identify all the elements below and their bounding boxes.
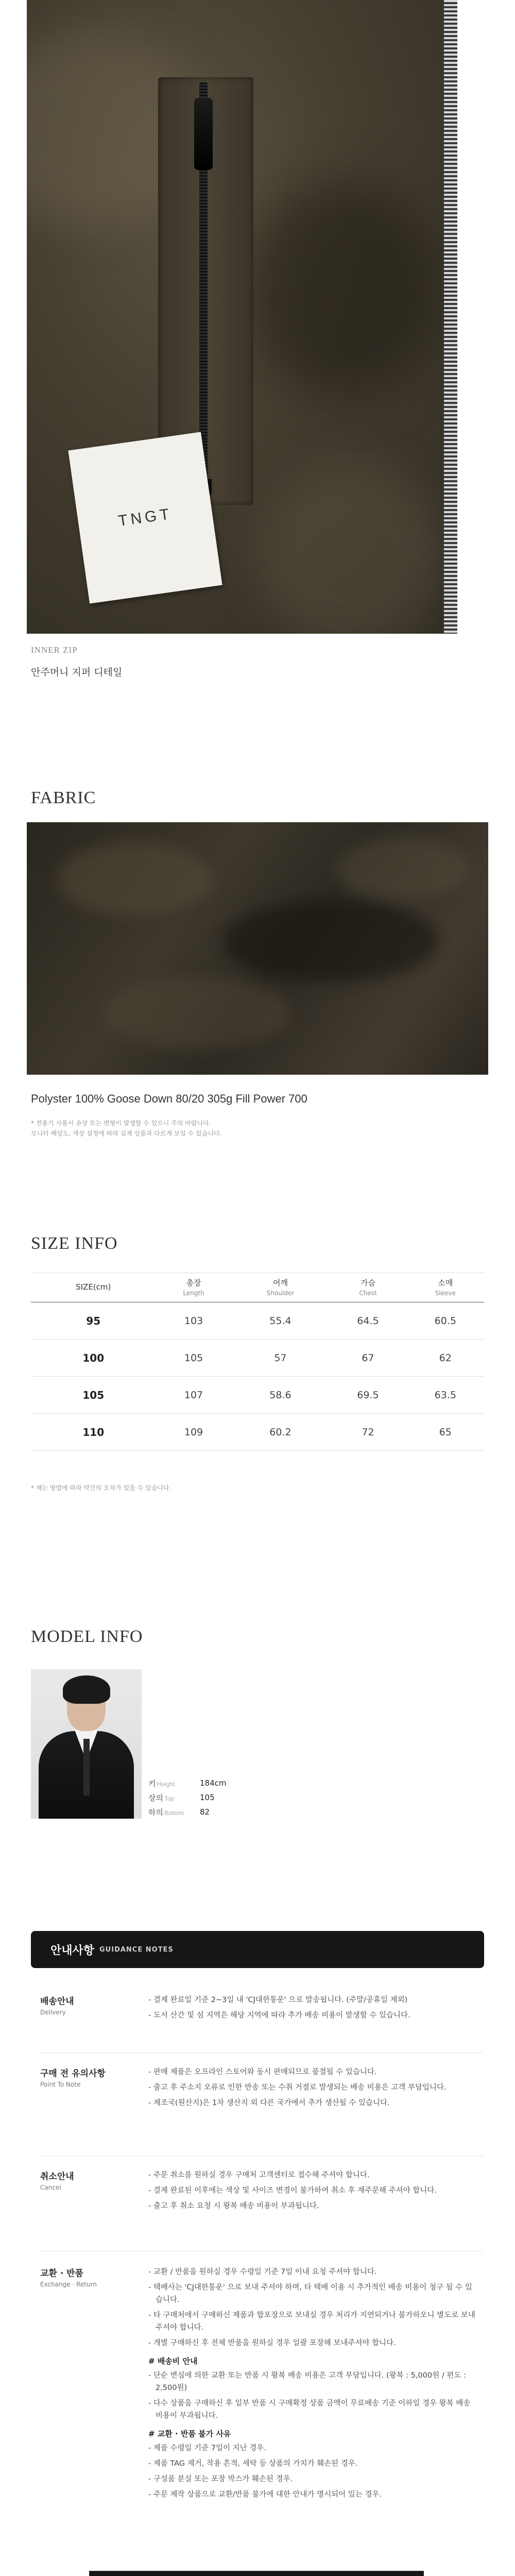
model-stat-top: 상의 Top 105 <box>148 1793 215 1803</box>
point-to-note-label: 구매 전 유의사항 <box>40 2069 106 2079</box>
list-item: - 택배사는 'CJ대한통운' 으로 보내 주셔야 하며, 타 택배 이용 시 추가적인 배송 비용이 청구 될 수 있습니다. <box>148 2283 472 2304</box>
brand-label-text: TNGT <box>117 505 174 530</box>
exchange-address-box <box>89 2571 424 2576</box>
list-item: - 출고 후 주소지 오류로 인한 반송 또는 수취 거절로 발생되는 배송 비용은 고객 부담입니다. <box>148 2083 447 2092</box>
list-item: - 도서 산간 및 섬 지역은 해당 지역에 따라 추가 배송 비용이 발생할 수 있습니다. <box>148 2011 410 2020</box>
model-tie <box>83 1739 90 1795</box>
list-item: - 단순 변심에 의한 교환 또는 반품 시 왕복 배송 비용은 고객 부담입니다. (왕복 : 5,000원 / 편도 : 2,500원) <box>148 2371 466 2392</box>
col-sleeve: 소매 Sleeve <box>407 1273 484 1302</box>
list-item: - 결제 완료일 기준 2~3일 내 'CJ대한통운' 으로 발송됩니다. (주말/공휴일 제외) <box>148 1996 408 2004</box>
list-item: - 제조국(원산지)은 1차 생산지 외 다른 국가에서 추가 생산될 수 있습니다. <box>148 2099 390 2107</box>
list-item: - 주문 제작 상품으로 교환/반품 불가에 대한 안내가 명시되어 있는 경우. <box>148 2490 382 2499</box>
fabric-photo <box>27 822 488 1075</box>
list-item: - 제품 TAG 제거, 착용 흔적, 세탁 등 상품의 가치가 훼손된 경우. <box>148 2460 358 2468</box>
list-item: - 개별 구매하신 후 전체 반품을 원하실 경우 일괄 포장해 보내주셔야 합니다. <box>148 2339 396 2347</box>
inner-zip-caption-ko: 안주머니 지퍼 디테일 <box>31 667 123 678</box>
table-row: 100 105 57 67 62 <box>31 1340 484 1377</box>
exchange-return-section: 교환 · 반품 Exchange · Return - 교환 / 반품을 원하실 경우 수령일 기준 7일 이내 요청 주셔야 합니다. - 택배사는 'CJ대한통운' 으로 보내 주셔야 하며, 타 택배 이용 시 추가적인 배송 비용이 청구 될 수 있습니다. - 타 구매처에서 구매하신 제품과 합포장으로 보내실 경우 처리가 지연되거나 불가하오니 별도로 보내주셔야 합니다. - 개별 구매하신 후 전체 반품을 원하실 경우 일괄 포장해 보내주셔야 합니다. # 배송비 안내 - 단순 변심에 의한 교환 또는 반품 시 왕복 배송 비용은 고객 부담입니다. (왕복 : 5,000원 / 편도 : 2,500원) - 다수 상품을 구매하신 후 일부 반품 시 구매확정 상품 금액이 무료배송 기준 이하일 경우 왕복 배송 비용이 부과됩니다. # 교환 · 반품 불가 사유 - 제품 수령일 기준 7일이 지난 경우. - 제품 TAG 제거, 착용 흔적, 세탁 등 상품의 가치가 훼손된 경우. - 구성품 분실 또는 포장 박스가 훼손된 경우. - 주문 제작 상품으로 교환/반품 불가에 대한 안내가 명시되어 있는 경우. <box>40 2266 483 2557</box>
model-stats <box>148 1776 227 1819</box>
guidance-title-en: GUIDANCE NOTES <box>99 1945 174 1954</box>
outer-edge <box>457 0 488 634</box>
list-item: - 판매 제품은 오프라인 스토어와 동시 판매되므로 품절될 수 있습니다. <box>148 2068 377 2076</box>
brand-label-tag <box>68 432 222 603</box>
table-row: 95 103 55.4 64.5 60.5 <box>31 1302 484 1340</box>
fabric-note-line: * 전용기 사용시 손상 또는 변형이 발생할 수 있으니 주의 바랍니다. <box>31 1120 211 1127</box>
table-row: 105 107 58.6 69.5 63.5 <box>31 1377 484 1414</box>
col-chest: 가슴 Chest <box>329 1273 406 1302</box>
inner-zip-caption-en: INNER ZIP <box>31 645 78 655</box>
point-to-note-section: 구매 전 유의사항 Point To Note - 판매 제품은 오프라인 스토어와 동시 판매되므로 품절될 수 있습니다. - 출고 후 주소지 오류로 인한 반송 또는 수취 거절로 발생되는 배송 비용은 고객 부담입니다. - 제조국(원산지)은 1차 생산지 외 다른 국가에서 추가 생산될 수 있습니다. <box>40 2066 483 2156</box>
size-table-header <box>31 1273 484 1302</box>
guidance-title: 안내사항 <box>50 1944 95 1957</box>
col-shoulder: 어깨 Shoulder <box>232 1273 330 1302</box>
exchange-label: 교환 · 반품 <box>40 2268 83 2279</box>
list-item: - 제품 수령일 기준 7일이 지난 경우. <box>148 2444 266 2452</box>
list-item: - 교환 / 반품을 원하실 경우 수령일 기준 7일 이내 요청 주셔야 합니다. <box>148 2268 377 2276</box>
size-table <box>31 1273 484 1451</box>
col-length: 총장 Length <box>156 1273 232 1302</box>
col-size: SIZE(cm) <box>31 1273 156 1302</box>
list-item: - 출고 후 취소 요청 시 왕복 배송 비용이 부과됩니다. <box>148 2202 319 2210</box>
not-allowed-heading: # 교환 · 반품 불가 사유 <box>148 2429 231 2438</box>
size-info-title: SIZE INFO <box>31 1234 118 1253</box>
list-item: - 다수 상품을 구매하신 후 일부 반품 시 구매확정 상품 금액이 무료배송 기준 이하일 경우 왕복 배송 비용이 부과됩니다. <box>148 2399 471 2420</box>
size-note: * 재는 방법에 따라 약간의 오차가 있을 수 있습니다. <box>31 1484 171 1492</box>
model-stat-bottom: 하의 Bottom 82 <box>148 1807 210 1817</box>
shipping-cost-heading: # 배송비 안내 <box>148 2357 198 2366</box>
inner-zip-photo <box>27 0 488 634</box>
list-item: - 주문 취소를 원하실 경우 구매처 고객센터로 접수해 주셔야 합니다. <box>148 2171 370 2179</box>
list-item: - 타 구매처에서 구매하신 제품과 합포장으로 보내실 경우 처리가 지연되거나 불가하오니 별도로 보내주셔야 합니다. <box>148 2311 475 2332</box>
fabric-note <box>31 1118 221 1139</box>
model-info-title: MODEL INFO <box>31 1627 143 1646</box>
exchange-address-title <box>90 2571 423 2576</box>
model-hair <box>63 1675 110 1704</box>
zipper-pull <box>194 98 213 170</box>
cancel-label: 취소안내 <box>40 2172 74 2182</box>
model-photo <box>31 1669 142 1819</box>
list-item: - 결제 완료된 이후에는 색상 및 사이즈 변경이 불가하여 취소 후 재주문해 주셔야 합니다. <box>148 2187 437 2195</box>
table-row: 110 109 60.2 72 65 <box>31 1414 484 1451</box>
cancel-section: 취소안내 Cancel - 주문 취소를 원하실 경우 구매처 고객센터로 접수해 주셔야 합니다. - 결제 완료된 이후에는 색상 및 사이즈 변경이 불가하여 취소 후 재주문해 주셔야 합니다. - 출고 후 취소 요청 시 왕복 배송 비용이 부과됩니다. <box>40 2169 483 2251</box>
fabric-description: Polyster 100% Goose Down 80/20 305g Fill Power 700 <box>31 1092 307 1105</box>
main-zipper <box>444 0 457 634</box>
fabric-note-line: 모니터 해상도, 색상 설정에 따라 실제 상품과 다르게 보일 수 있습니다. <box>31 1130 222 1137</box>
model-stat-height: 키 Height 184cm <box>148 1778 227 1788</box>
delivery-section: 배송안내 Delivery - 결제 완료일 기준 2~3일 내 'CJ대한통운' 으로 발송됩니다. (주말/공휴일 제외) - 도서 산간 및 섬 지역은 해당 지역에 따라 추가 배송 비용이 발생할 수 있습니다. <box>40 1994 483 2053</box>
guidance-header <box>31 1931 484 1968</box>
fabric-title: FABRIC <box>31 788 96 807</box>
delivery-label: 배송안내 <box>40 1996 74 2007</box>
list-item: - 구성품 분실 또는 포장 박스가 훼손된 경우. <box>148 2475 293 2483</box>
